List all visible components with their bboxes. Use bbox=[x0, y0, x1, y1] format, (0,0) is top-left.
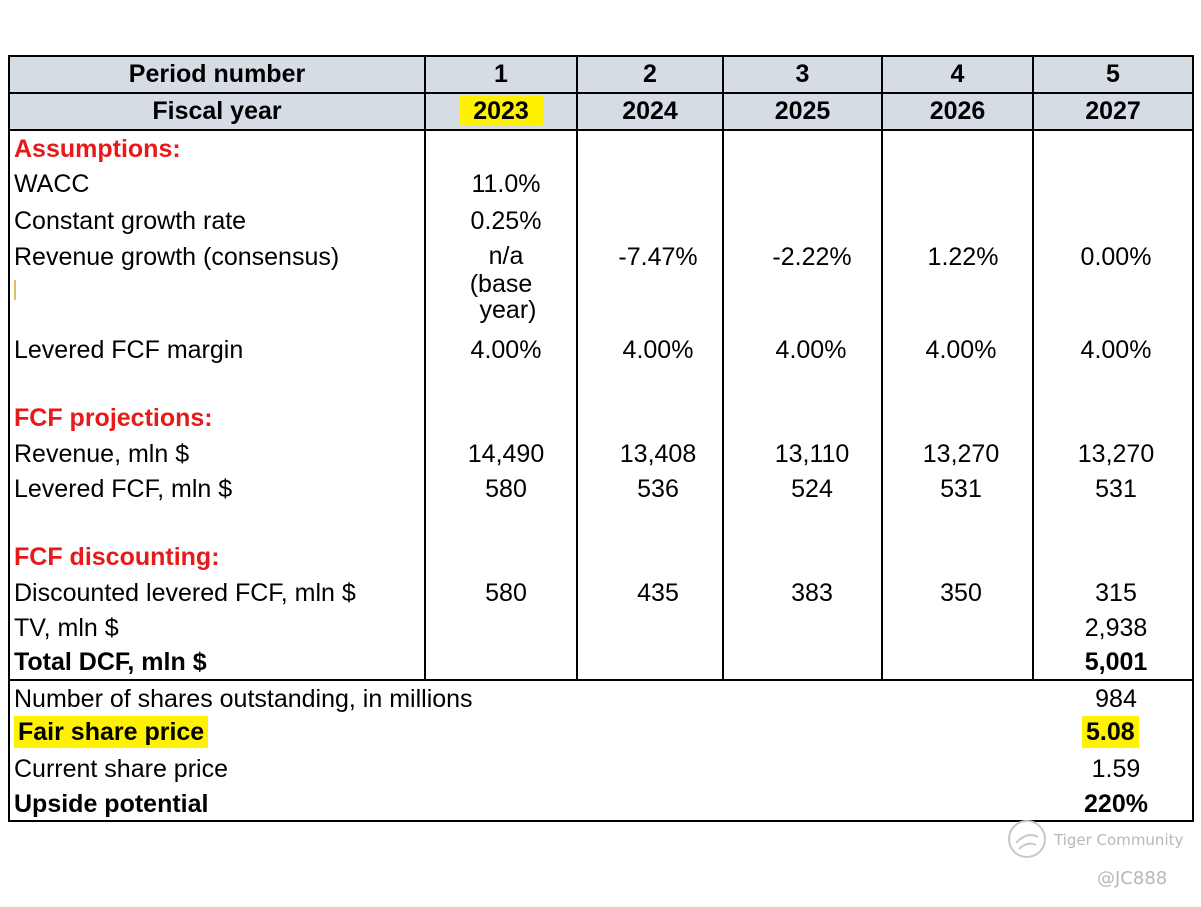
border-top bbox=[8, 55, 1194, 57]
period-number-label: Period number bbox=[128, 60, 306, 88]
revenue-2024: 13,408 bbox=[619, 440, 697, 468]
fcf-margin-2025: 4.00% bbox=[775, 336, 847, 364]
discounting-title: FCF discounting: bbox=[14, 543, 220, 571]
levered-fcf-2024: 536 bbox=[637, 475, 679, 503]
current-share-price-value: 1.59 bbox=[1091, 755, 1141, 783]
upside-potential-label: Upside potential bbox=[14, 790, 209, 818]
border-header-mid bbox=[8, 92, 1194, 94]
fcf-margin-2026: 4.00% bbox=[925, 336, 997, 364]
watermark-brand: Tiger Community bbox=[1054, 831, 1184, 849]
revenue-2025: 13,110 bbox=[774, 440, 850, 468]
levered-fcf-2023: 580 bbox=[485, 475, 527, 503]
fiscal-year-label: Fiscal year bbox=[152, 97, 282, 125]
period-4: 4 bbox=[950, 60, 965, 88]
revenue-2023: 14,490 bbox=[467, 440, 545, 468]
tiger-logo-icon bbox=[1007, 819, 1047, 859]
revenue-growth-2025: -2.22% bbox=[772, 243, 852, 271]
fiscal-year-2025: 2025 bbox=[774, 97, 831, 125]
discounted-fcf-2024: 435 bbox=[637, 579, 679, 607]
revenue-2027: 13,270 bbox=[1077, 440, 1155, 468]
fiscal-year-2027: 2027 bbox=[1085, 97, 1141, 125]
watermark-handle: @JC888 bbox=[1097, 868, 1168, 889]
discounted-fcf-label: Discounted levered FCF, mln $ bbox=[14, 579, 356, 607]
border-summary-top bbox=[8, 679, 1194, 681]
revenue-growth-2026: 1.22% bbox=[927, 243, 999, 271]
cursor-mark bbox=[14, 280, 16, 300]
tv-label: TV, mln $ bbox=[14, 614, 119, 642]
tiger-community-logo bbox=[1007, 819, 1047, 859]
growth-rate-label: Constant growth rate bbox=[14, 207, 247, 235]
fcf-margin-2027: 4.00% bbox=[1080, 336, 1152, 364]
discounted-fcf-2025: 383 bbox=[791, 579, 833, 607]
shares-outstanding-label: Number of shares outstanding, in millions bbox=[14, 685, 473, 713]
discounted-fcf-2027: 315 bbox=[1095, 579, 1137, 607]
upside-potential-value: 220% bbox=[1084, 790, 1148, 818]
period-3: 3 bbox=[795, 60, 810, 88]
revenue-growth-2027: 0.00% bbox=[1080, 243, 1152, 271]
fcf-margin-label: Levered FCF margin bbox=[14, 336, 244, 364]
border-left bbox=[8, 55, 10, 822]
wacc-label: WACC bbox=[14, 170, 90, 198]
assumptions-title: Assumptions: bbox=[14, 135, 181, 163]
revenue-growth-base-line-3: year) bbox=[479, 296, 537, 324]
levered-fcf-2025: 524 bbox=[791, 475, 833, 503]
revenue-growth-2024: -7.47% bbox=[618, 243, 698, 271]
revenue-growth-label: Revenue growth (consensus) bbox=[14, 243, 340, 271]
tv-value: 2,938 bbox=[1084, 614, 1148, 642]
levered-fcf-label: Levered FCF, mln $ bbox=[14, 475, 233, 503]
revenue-growth-base-line-2: (base bbox=[469, 270, 533, 298]
fiscal-year-2024: 2024 bbox=[622, 97, 678, 125]
wacc-value: 11.0% bbox=[471, 170, 541, 198]
total-dcf-value: 5,001 bbox=[1084, 648, 1148, 676]
projections-title: FCF projections: bbox=[14, 404, 213, 432]
fiscal-year-2026: 2026 bbox=[929, 97, 986, 125]
total-dcf-label: Total DCF, mln $ bbox=[14, 648, 207, 676]
discounted-fcf-2026: 350 bbox=[940, 579, 982, 607]
growth-rate-value: 0.25% bbox=[470, 207, 542, 235]
fair-share-price-value bbox=[1082, 717, 1139, 747]
period-2: 2 bbox=[643, 60, 657, 88]
fair-share-price-value-highlight: 5.08 bbox=[1082, 716, 1139, 748]
shares-outstanding-value: 984 bbox=[1095, 685, 1137, 713]
revenue-2026: 13,270 bbox=[922, 440, 1000, 468]
border-header-bottom bbox=[8, 129, 1194, 131]
levered-fcf-2026: 531 bbox=[940, 475, 982, 503]
fair-share-price-highlight: Fair share price bbox=[14, 716, 208, 748]
fair-share-price-label bbox=[14, 717, 208, 747]
current-share-price-label: Current share price bbox=[14, 755, 228, 783]
fiscal-year-2023-highlight: 2023 bbox=[459, 96, 543, 126]
period-5: 5 bbox=[1106, 60, 1120, 88]
fiscal-year-2023 bbox=[426, 96, 576, 126]
revenue-growth-base-line-1: n/a bbox=[488, 242, 524, 270]
fcf-margin-2023: 4.00% bbox=[470, 336, 542, 364]
fcf-margin-2024: 4.00% bbox=[622, 336, 694, 364]
revenue-label: Revenue, mln $ bbox=[14, 440, 190, 468]
discounted-fcf-2023: 580 bbox=[485, 579, 527, 607]
levered-fcf-2027: 531 bbox=[1095, 475, 1137, 503]
period-1: 1 bbox=[494, 60, 508, 88]
